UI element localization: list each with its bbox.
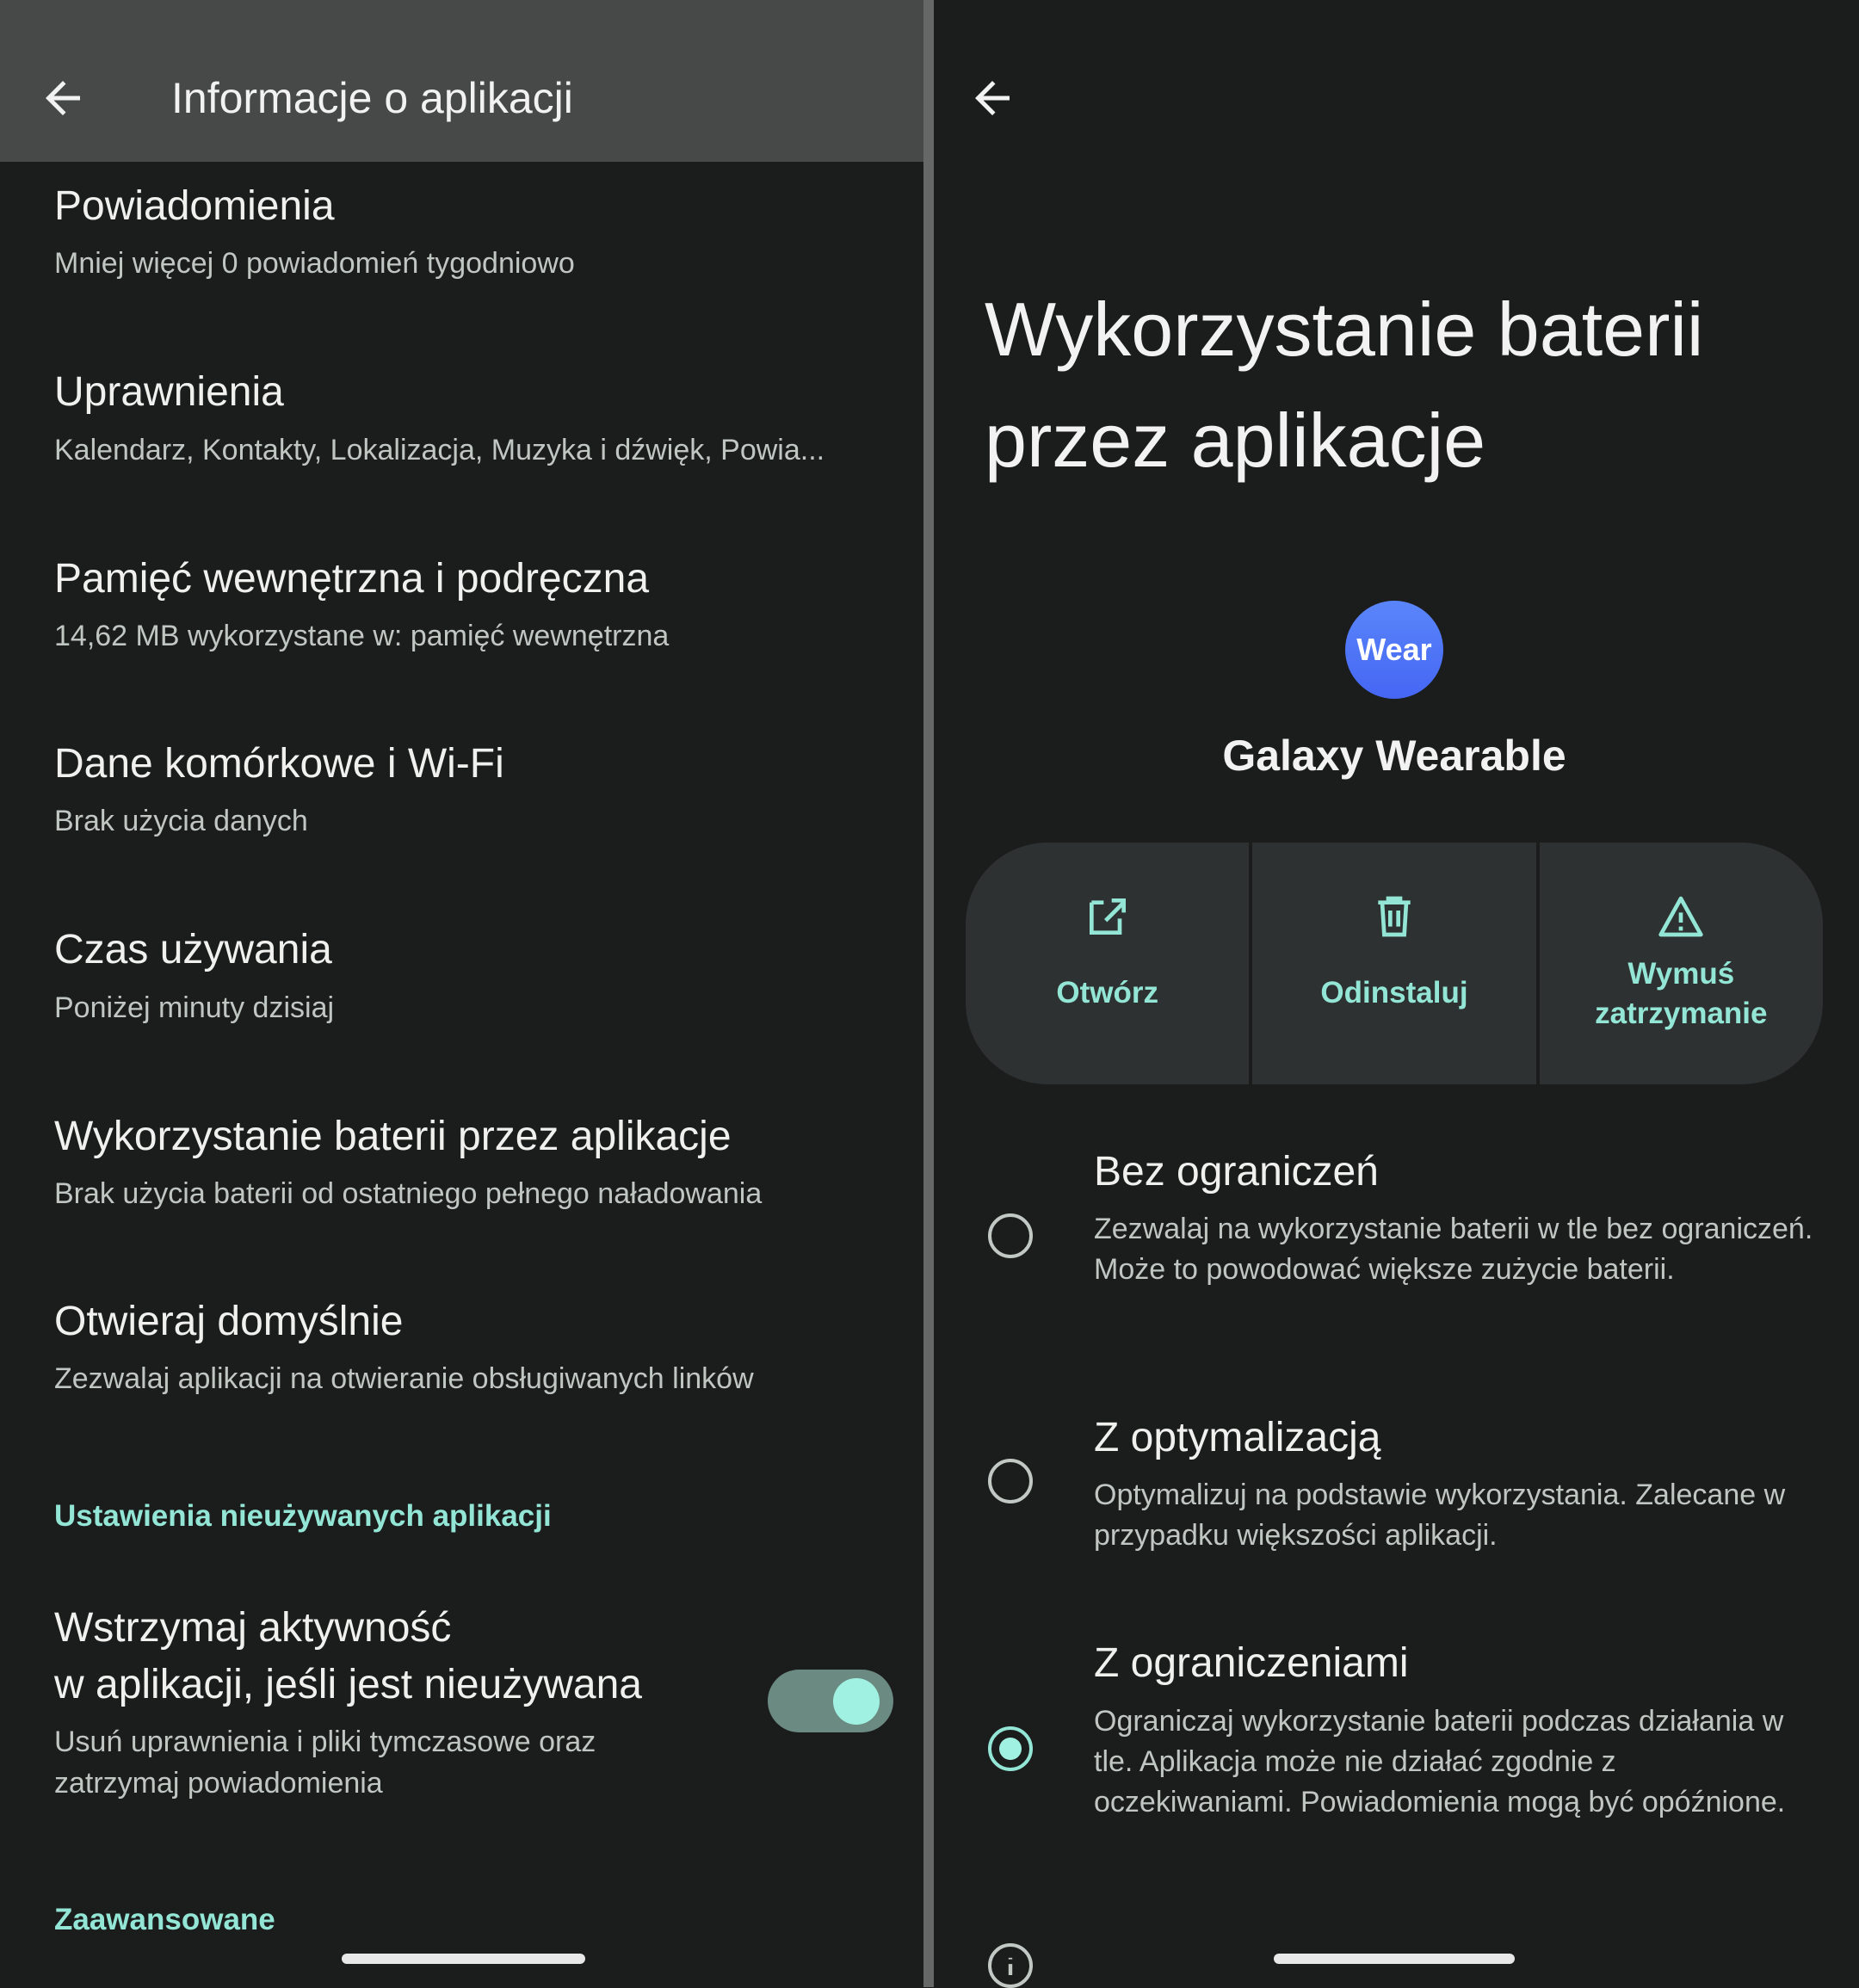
- item-subtitle: 14,62 MB wykorzystane w: pamięć wewnętrzna: [54, 620, 670, 652]
- toggle-title-line2: w aplikacji, jeśli jest nieużywana: [54, 1662, 642, 1707]
- option-title: Bez ograniczeń: [1094, 1149, 1379, 1195]
- app-icon: [1345, 601, 1443, 699]
- open-external-icon: [1084, 892, 1132, 941]
- section-header-advanced[interactable]: Zaawansowane: [54, 1903, 275, 1936]
- force-stop-label-line2: zatrzymanie: [1595, 997, 1768, 1030]
- option-description: Zezwalaj na wykorzystanie baterii w tle bez ograniczeń. Może to powodować większe zużycie baterii.: [1094, 1213, 1813, 1286]
- item-subtitle: Poniżej minuty dzisiaj: [54, 991, 335, 1024]
- open-label: Otwórz: [1056, 976, 1158, 1009]
- section-header-unused-apps: Ustawienia nieużywanych aplikacji: [54, 1499, 552, 1533]
- app-bar: [0, 0, 923, 162]
- item-subtitle: Brak użycia baterii od ostatniego pełnego naładowania: [54, 1177, 763, 1210]
- page-title-line1: Wykorzystanie baterii: [985, 287, 1704, 372]
- toggle-title-line1: Wstrzymaj aktywność: [54, 1605, 452, 1651]
- item-subtitle: Kalendarz, Kontakty, Lokalizacja, Muzyka i dźwięk, Powia...: [54, 434, 825, 466]
- radio-optimized[interactable]: [988, 1459, 1033, 1503]
- item-title: Uprawnienia: [54, 369, 284, 415]
- app-info-panel: [0, 0, 923, 1987]
- item-title: Wykorzystanie baterii przez aplikacje: [54, 1114, 732, 1159]
- uninstall-label: Odinstaluj: [1320, 976, 1468, 1009]
- back-arrow-icon[interactable]: [967, 72, 1018, 124]
- open-button[interactable]: [966, 843, 1249, 1084]
- item-subtitle: Brak użycia danych: [54, 805, 308, 837]
- gesture-nav-bar[interactable]: [342, 1954, 585, 1964]
- app-name: Galaxy Wearable: [1222, 732, 1566, 780]
- force-stop-label-line1: Wymuś: [1627, 957, 1735, 991]
- option-description: Optymalizuj na podstawie wykorzystania. Zalecane w przypadku większości aplikacji.: [1094, 1479, 1786, 1552]
- item-title: Powiadomienia: [54, 183, 335, 229]
- option-description: Ograniczaj wykorzystanie baterii podczas działania w tle. Aplikacja może nie działać zgodnie z oczekiwaniami. Powiadomienia mogą być opóźnione.: [1094, 1705, 1786, 1818]
- item-title: Otwieraj domyślnie: [54, 1299, 404, 1344]
- trash-icon: [1370, 892, 1418, 941]
- item-subtitle: Mniej więcej 0 powiadomień tygodniowo: [54, 247, 575, 280]
- warning-icon: [1657, 892, 1705, 941]
- radio-unrestricted[interactable]: [988, 1213, 1033, 1258]
- force-stop-button[interactable]: [1536, 843, 1823, 1084]
- item-title: Czas używania: [54, 927, 332, 972]
- back-arrow-icon[interactable]: [37, 72, 89, 124]
- info-icon: [988, 1943, 1033, 1988]
- item-title: Dane komórkowe i Wi-Fi: [54, 741, 504, 787]
- toggle-subtitle-line2: zatrzymaj powiadomienia: [54, 1767, 383, 1800]
- toggle-subtitle-line1: Usuń uprawnienia i pliki tymczasowe oraz: [54, 1726, 596, 1758]
- option-title: Z ograniczeniami: [1094, 1640, 1409, 1686]
- page-title: Informacje o aplikacji: [171, 74, 573, 122]
- radio-restricted-selected[interactable]: [988, 1726, 1033, 1771]
- split-divider[interactable]: [923, 0, 934, 1987]
- app-icon-text: Wear: [1356, 632, 1432, 667]
- switch-thumb: [833, 1678, 880, 1725]
- page-title-line2: przez aplikacje: [985, 398, 1486, 483]
- item-subtitle: Zezwalaj aplikacji na otwieranie obsługiwanych linków: [54, 1362, 754, 1395]
- option-title: Z optymalizacją: [1094, 1415, 1381, 1460]
- item-title: Pamięć wewnętrzna i podręczna: [54, 556, 650, 602]
- uninstall-button[interactable]: [1249, 843, 1535, 1084]
- app-action-buttons: [966, 843, 1823, 1084]
- gesture-nav-bar[interactable]: [1274, 1954, 1515, 1964]
